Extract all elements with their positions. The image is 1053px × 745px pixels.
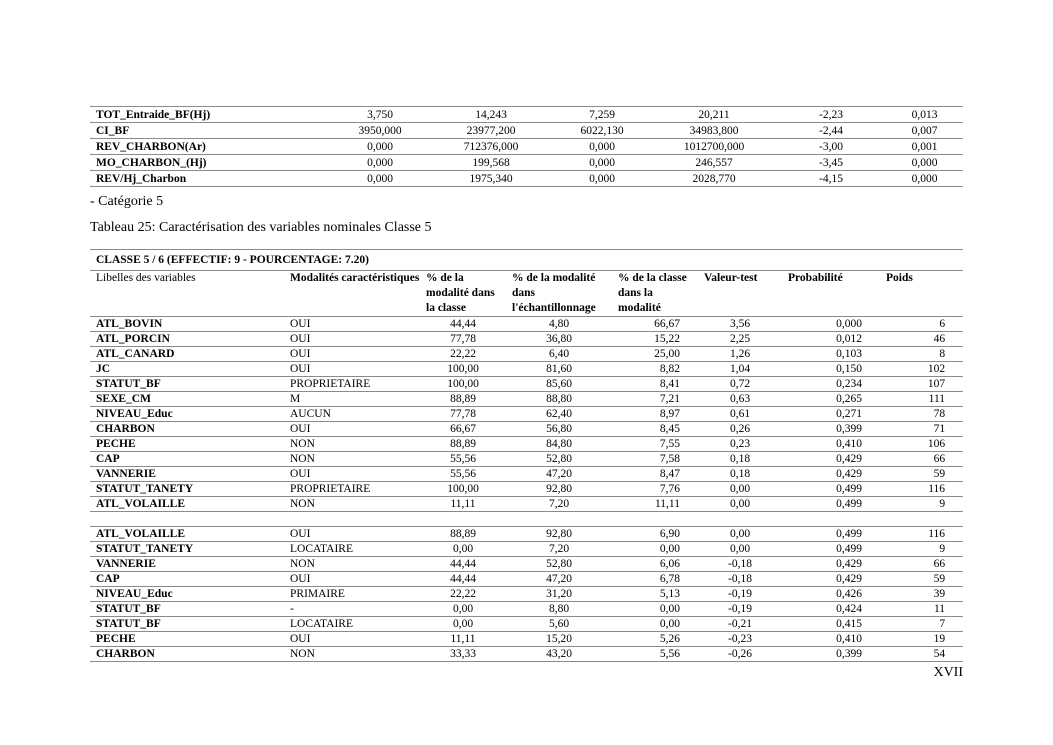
value-cell: 8,82 [612,362,698,377]
value-cell: 0,007 [886,123,963,139]
value-cell: 0,63 [698,392,782,407]
value-cell: 0,00 [698,482,782,497]
value-cell: 0,271 [782,407,880,422]
value-cell: 46 [880,332,963,347]
table-row [90,602,963,617]
value-cell: 15,22 [612,332,698,347]
header-cell: Probabilité [782,271,880,317]
class-characterization-table [90,249,963,662]
table-row [90,587,963,602]
variable-name-cell: CAP [90,572,284,587]
value-cell: 34983,800 [652,123,776,139]
value-cell: 25,00 [612,347,698,362]
modality-cell: OUI [284,422,420,437]
value-cell: 8,41 [612,377,698,392]
value-cell: 5,56 [612,647,698,662]
value-cell: 92,80 [506,527,612,542]
value-cell: 59 [880,572,963,587]
value-cell: 6,06 [612,557,698,572]
value-cell: 7 [880,617,963,632]
value-cell: 6 [880,317,963,332]
value-cell: 0,000 [330,155,430,171]
value-cell: 92,80 [506,482,612,497]
value-cell: 85,60 [506,377,612,392]
variable-name-cell: STATUT_TANETY [90,482,284,497]
variable-name-cell: CHARBON [90,422,284,437]
value-cell: 0,499 [782,482,880,497]
value-cell: 0,399 [782,647,880,662]
value-cell: 0,18 [698,452,782,467]
table-row [90,647,963,662]
value-cell: 0,424 [782,602,880,617]
value-cell: 0,000 [886,171,963,187]
value-cell: 0,429 [782,467,880,482]
value-cell: 23977,200 [430,123,552,139]
value-cell: -2,44 [776,123,886,139]
table-header-row [90,271,963,317]
variable-name-cell: CAP [90,452,284,467]
value-cell: 88,89 [420,527,506,542]
table-title: CLASSE 5 / 6 (EFFECTIF: 9 - POURCENTAGE: 7.20) [90,250,963,271]
value-cell: 3,56 [698,317,782,332]
value-cell: 5,60 [506,617,612,632]
value-cell: -3,00 [776,139,886,155]
table-row [90,452,963,467]
value-cell: 0,00 [420,542,506,557]
value-cell: 0,000 [330,139,430,155]
value-cell: 62,40 [506,407,612,422]
value-cell: 7,58 [612,452,698,467]
value-cell: -0,18 [698,572,782,587]
variable-name-cell: ATL_PORCIN [90,332,284,347]
modality-cell: NON [284,557,420,572]
value-cell: 22,22 [420,347,506,362]
value-cell: 0,000 [552,139,652,155]
variable-name-cell: STATUT_TANETY [90,542,284,557]
modality-cell: NON [284,452,420,467]
modality-cell: - [284,602,420,617]
variable-name-cell: STATUT_BF [90,617,284,632]
variable-name-cell: ATL_BOVIN [90,317,284,332]
value-cell: 100,00 [420,362,506,377]
value-cell: 44,44 [420,572,506,587]
value-cell: 0,103 [782,347,880,362]
table-row [90,347,963,362]
table-row [90,482,963,497]
value-cell: 31,20 [506,587,612,602]
table-row [90,527,963,542]
spacer-cell [90,512,963,527]
table-row [90,332,963,347]
header-cell: % de la classe dans la modalité [612,271,698,317]
value-cell: 20,211 [652,107,776,123]
table-row [90,407,963,422]
value-cell: 8,47 [612,467,698,482]
value-cell: 9 [880,542,963,557]
table-row [90,497,963,512]
modality-cell: LOCATAIRE [284,617,420,632]
table-row [90,123,963,139]
value-cell: 0,72 [698,377,782,392]
variable-name-cell: CI_BF [90,123,330,139]
value-cell: 8,97 [612,407,698,422]
value-cell: 8 [880,347,963,362]
variable-name-cell: JC [90,362,284,377]
value-cell: 81,60 [506,362,612,377]
value-cell: 0,000 [330,171,430,187]
value-cell: 0,000 [552,155,652,171]
header-cell: Modalités caractéristiques [284,271,420,317]
value-cell: 0,00 [612,542,698,557]
value-cell: 0,429 [782,452,880,467]
modality-cell: OUI [284,467,420,482]
value-cell: 66 [880,452,963,467]
variable-name-cell: VANNERIE [90,467,284,482]
value-cell: -0,26 [698,647,782,662]
table-title-row [90,250,963,271]
value-cell: 47,20 [506,572,612,587]
modality-cell: OUI [284,347,420,362]
value-cell: 3950,000 [330,123,430,139]
value-cell: 0,265 [782,392,880,407]
value-cell: 712376,000 [430,139,552,155]
value-cell: 0,00 [420,602,506,617]
value-cell: 0,013 [886,107,963,123]
table-row [90,632,963,647]
value-cell: 52,80 [506,452,612,467]
value-cell: 0,429 [782,572,880,587]
header-cell: % de la modalité dans l'échantillonnage [506,271,612,317]
value-cell: 0,00 [698,527,782,542]
table-row [90,467,963,482]
value-cell: 0,001 [886,139,963,155]
variable-name-cell: VANNERIE [90,557,284,572]
value-cell: 88,89 [420,437,506,452]
header-cell: Libelles des variables [90,271,284,317]
table-row [90,542,963,557]
variable-name-cell: PECHE [90,437,284,452]
variable-name-cell: MO_CHARBON_(Hj) [90,155,330,171]
modality-cell: PROPRIETAIRE [284,482,420,497]
value-cell: 7,20 [506,542,612,557]
header-cell: % de la modalité dans la classe [420,271,506,317]
variable-name-cell: ATL_VOLAILLE [90,497,284,512]
variable-name-cell: STATUT_BF [90,602,284,617]
value-cell: -2,23 [776,107,886,123]
value-cell: 0,23 [698,437,782,452]
value-cell: 55,56 [420,452,506,467]
value-cell: 0,18 [698,467,782,482]
value-cell: 15,20 [506,632,612,647]
value-cell: 9 [880,497,963,512]
value-cell: 39 [880,587,963,602]
value-cell: 0,499 [782,527,880,542]
value-cell: 78 [880,407,963,422]
variable-name-cell: NIVEAU_Educ [90,407,284,422]
value-cell: 33,33 [420,647,506,662]
value-cell: -0,21 [698,617,782,632]
value-cell: 0,415 [782,617,880,632]
value-cell: 7,76 [612,482,698,497]
value-cell: 106 [880,437,963,452]
value-cell: 43,20 [506,647,612,662]
value-cell: 88,80 [506,392,612,407]
modality-cell: OUI [284,527,420,542]
table-row [90,572,963,587]
variable-name-cell: REV_CHARBON(Ar) [90,139,330,155]
table-caption: Tableau 25: Caractérisation des variables nominales Classe 5 [90,220,432,235]
value-cell: 14,243 [430,107,552,123]
value-cell: 116 [880,482,963,497]
value-cell: 0,000 [552,171,652,187]
value-cell: 8,80 [506,602,612,617]
quantitative-variables-table [90,106,963,187]
table-row [90,392,963,407]
value-cell: 116 [880,527,963,542]
value-cell: 199,568 [430,155,552,171]
value-cell: -3,45 [776,155,886,171]
table-row [90,171,963,187]
value-cell: 52,80 [506,557,612,572]
table-row [90,317,963,332]
value-cell: 0,410 [782,437,880,452]
value-cell: 36,80 [506,332,612,347]
value-cell: 8,45 [612,422,698,437]
value-cell: 6022,130 [552,123,652,139]
value-cell: 44,44 [420,317,506,332]
variable-name-cell: TOT_Entraide_BF(Hj) [90,107,330,123]
value-cell: 0,000 [886,155,963,171]
modality-cell: NON [284,437,420,452]
value-cell: 54 [880,647,963,662]
value-cell: 84,80 [506,437,612,452]
modality-cell: OUI [284,362,420,377]
value-cell: 2028,770 [652,171,776,187]
value-cell: -4,15 [776,171,886,187]
value-cell: 55,56 [420,467,506,482]
table-row [90,422,963,437]
value-cell: -0,23 [698,632,782,647]
page-number: XVII [933,665,963,680]
modality-cell: NON [284,497,420,512]
table-row [90,155,963,171]
value-cell: 7,55 [612,437,698,452]
value-cell: 66 [880,557,963,572]
value-cell: 11 [880,602,963,617]
value-cell: 100,00 [420,377,506,392]
value-cell: 5,13 [612,587,698,602]
table-row [90,362,963,377]
variable-name-cell: PECHE [90,632,284,647]
value-cell: 6,78 [612,572,698,587]
category-heading: - Catégorie 5 [90,194,164,209]
modality-cell: LOCATAIRE [284,542,420,557]
value-cell: 11,11 [420,497,506,512]
variable-name-cell: SEXE_CM [90,392,284,407]
value-cell: 246,557 [652,155,776,171]
value-cell: 0,000 [782,317,880,332]
value-cell: 3,750 [330,107,430,123]
table-row [90,139,963,155]
spacer-row [90,512,963,527]
value-cell: 44,44 [420,557,506,572]
variable-name-cell: REV/Hj_Charbon [90,171,330,187]
value-cell: 59 [880,467,963,482]
modality-cell: OUI [284,572,420,587]
variable-name-cell: ATL_VOLAILLE [90,527,284,542]
modality-cell: NON [284,647,420,662]
value-cell: 0,00 [698,542,782,557]
value-cell: 6,90 [612,527,698,542]
variable-name-cell: CHARBON [90,647,284,662]
value-cell: 107 [880,377,963,392]
value-cell: 100,00 [420,482,506,497]
value-cell: 22,22 [420,587,506,602]
header-cell: Valeur-test [698,271,782,317]
modality-cell: PRIMAIRE [284,587,420,602]
value-cell: 0,429 [782,557,880,572]
value-cell: 0,150 [782,362,880,377]
value-cell: 77,78 [420,332,506,347]
value-cell: 47,20 [506,467,612,482]
value-cell: 88,89 [420,392,506,407]
table-row [90,437,963,452]
value-cell: 0,426 [782,587,880,602]
value-cell: 7,259 [552,107,652,123]
value-cell: 0,499 [782,497,880,512]
header-cell: Poids [880,271,963,317]
value-cell: 0,00 [612,617,698,632]
value-cell: 2,25 [698,332,782,347]
modality-cell: OUI [284,317,420,332]
table-row [90,617,963,632]
value-cell: 0,499 [782,542,880,557]
value-cell: -0,19 [698,587,782,602]
value-cell: 66,67 [420,422,506,437]
variable-name-cell: ATL_CANARD [90,347,284,362]
modality-cell: M [284,392,420,407]
value-cell: -0,19 [698,602,782,617]
value-cell: 71 [880,422,963,437]
value-cell: 4,80 [506,317,612,332]
value-cell: 5,26 [612,632,698,647]
value-cell: 11,11 [420,632,506,647]
value-cell: 1,26 [698,347,782,362]
table-row [90,557,963,572]
table-row [90,377,963,392]
value-cell: 1,04 [698,362,782,377]
value-cell: 7,20 [506,497,612,512]
modality-cell: PROPRIETAIRE [284,377,420,392]
value-cell: 77,78 [420,407,506,422]
table-row [90,107,963,123]
value-cell: 0,00 [698,497,782,512]
value-cell: 11,11 [612,497,698,512]
value-cell: 0,61 [698,407,782,422]
value-cell: 0,234 [782,377,880,392]
value-cell: 102 [880,362,963,377]
value-cell: 0,410 [782,632,880,647]
value-cell: 19 [880,632,963,647]
variable-name-cell: STATUT_BF [90,377,284,392]
value-cell: 111 [880,392,963,407]
value-cell: 0,012 [782,332,880,347]
variable-name-cell: NIVEAU_Educ [90,587,284,602]
value-cell: 0,00 [420,617,506,632]
modality-cell: OUI [284,332,420,347]
value-cell: 0,399 [782,422,880,437]
value-cell: 7,21 [612,392,698,407]
value-cell: 56,80 [506,422,612,437]
value-cell: 0,00 [612,602,698,617]
value-cell: 66,67 [612,317,698,332]
value-cell: 1012700,000 [652,139,776,155]
value-cell: -0,18 [698,557,782,572]
modality-cell: OUI [284,632,420,647]
value-cell: 1975,340 [430,171,552,187]
modality-cell: AUCUN [284,407,420,422]
value-cell: 0,26 [698,422,782,437]
value-cell: 6,40 [506,347,612,362]
